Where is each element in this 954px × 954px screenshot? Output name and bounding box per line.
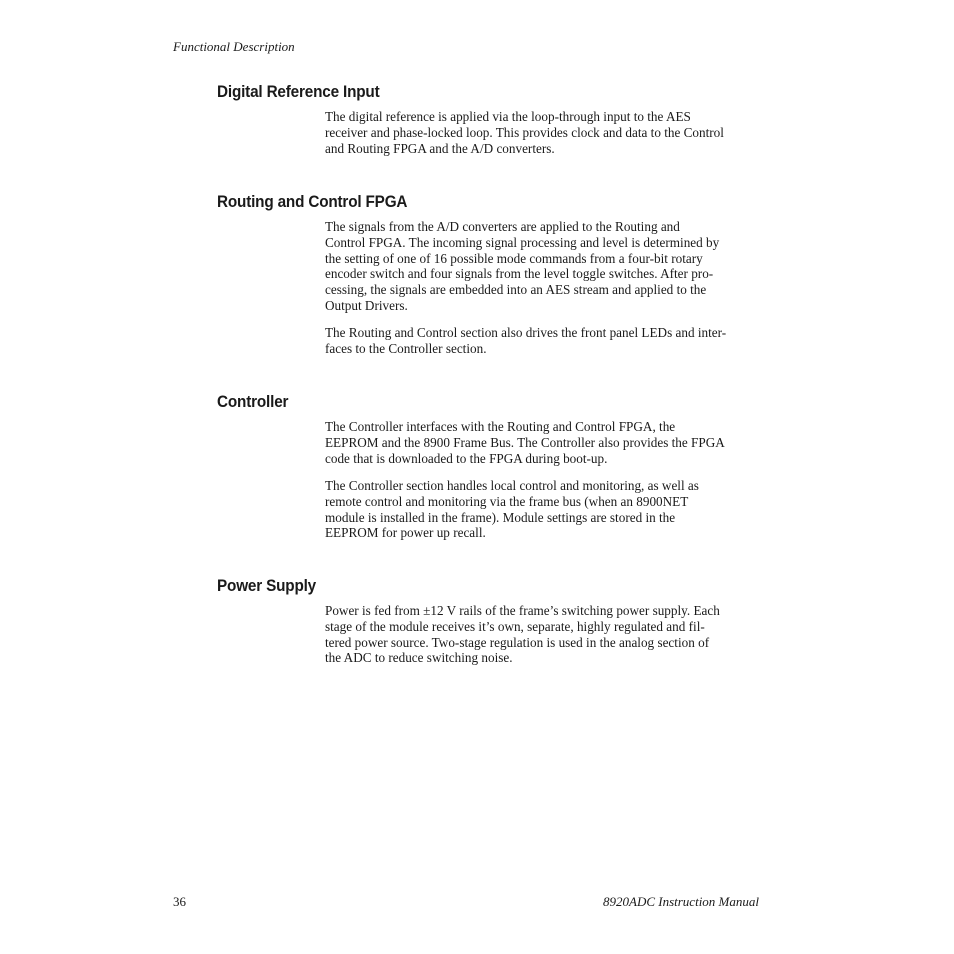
section-heading-digital-reference-input: Digital Reference Input (217, 82, 380, 101)
text-line: EEPROM and the 8900 Frame Bus. The Controller also provides the FPGA (325, 434, 725, 450)
text-line: encoder switch and four signals from the level toggle switches. After pro- (325, 266, 714, 282)
text-line: cessing, the signals are embedded into an AES stream and applied to the (325, 282, 707, 298)
text-line: The Routing and Control section also drives the front panel LEDs and inter- (325, 325, 727, 340)
section-heading-controller: Controller (217, 392, 289, 411)
text-line: The signals from the A/D converters are applied to the Routing and (325, 219, 680, 234)
page-number: 36 (173, 894, 186, 909)
text-line: The Controller section handles local control and monitoring, as well as (325, 478, 699, 493)
text-line: and Routing FPGA and the A/D converters. (325, 140, 555, 156)
text-line: stage of the module receives it’s own, separate, highly regulated and fil- (325, 618, 705, 634)
text-line: Output Drivers. (325, 297, 408, 313)
text-line: faces to the Controller section. (325, 340, 487, 356)
text-line: EEPROM for power up recall. (325, 525, 486, 541)
text-line: module is installed in the frame). Module settings are stored in the (325, 509, 676, 525)
text-line: remote control and monitoring via the frame bus (when an 8900NET (325, 493, 689, 509)
text-line: code that is downloaded to the FPGA during boot-up. (325, 450, 608, 466)
section-heading-power-supply: Power Supply (217, 576, 317, 595)
manual-title: 8920ADC Instruction Manual (603, 894, 759, 909)
text-line: tered power source. Two-stage regulation is used in the analog section of (325, 634, 710, 650)
paragraph-digital-reference-input (325, 109, 765, 156)
text-line: Control FPGA. The incoming signal processing and level is determined by (325, 234, 720, 250)
paragraph-controller-2 (325, 478, 765, 541)
paragraph-power-supply (325, 603, 765, 666)
text-line: The Controller interfaces with the Routing and Control FPGA, the (325, 419, 676, 434)
paragraph-routing-and-control-1 (325, 219, 765, 314)
text-line: the setting of one of 16 possible mode commands from a four-bit rotary (325, 250, 703, 266)
paragraph-controller-1 (325, 419, 765, 466)
text-line: the ADC to reduce switching noise. (325, 650, 513, 666)
paragraph-routing-and-control-2 (325, 325, 765, 357)
text-line: Power is fed from ±12 V rails of the frame’s switching power supply. Each (325, 603, 720, 618)
section-heading-routing-and-control-fpga: Routing and Control FPGA (217, 192, 408, 211)
text-line: receiver and phase-locked loop. This provides clock and data to the Control (325, 124, 724, 140)
text-line: The digital reference is applied via the loop-through input to the AES (325, 109, 691, 124)
running-header: Functional Description (173, 39, 295, 54)
